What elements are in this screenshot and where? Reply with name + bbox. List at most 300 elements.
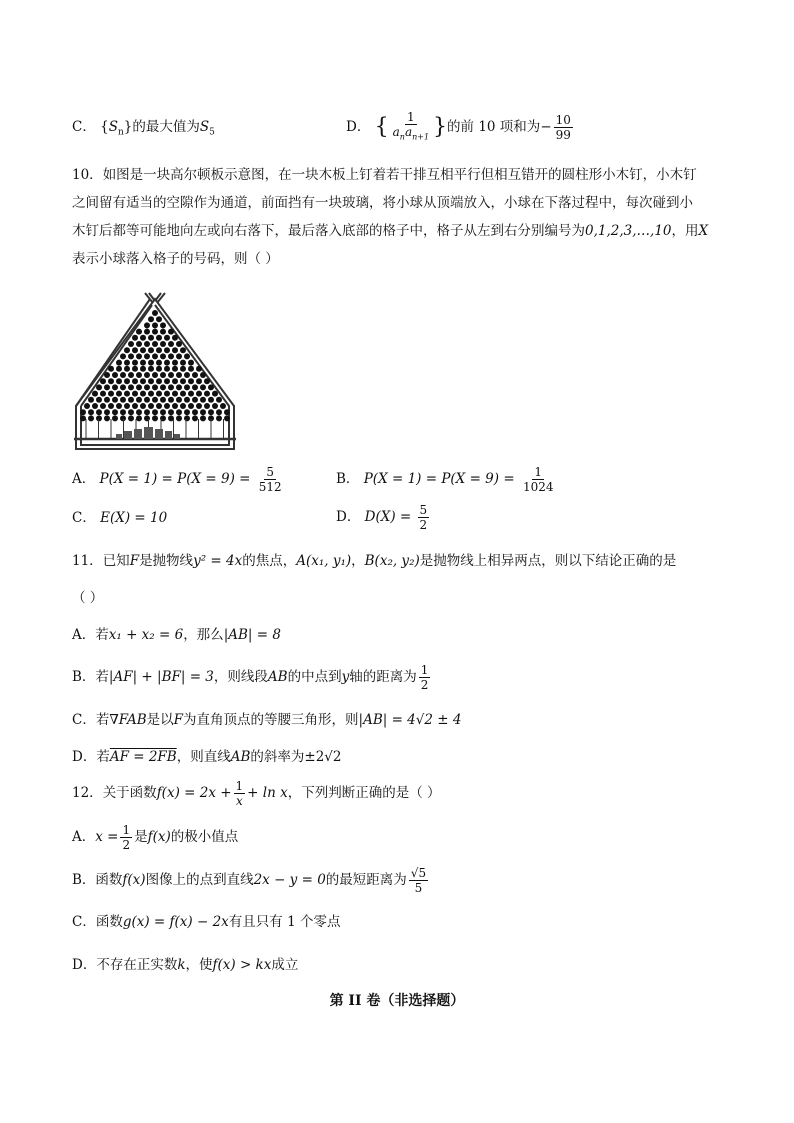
peg — [188, 366, 194, 372]
denominator: 1024 — [522, 480, 554, 494]
var-k: k — [177, 957, 186, 973]
denominator: 2 — [122, 838, 131, 852]
stem-text: 关于函数 — [102, 785, 157, 801]
peg — [136, 409, 142, 415]
function: f(x) — [147, 829, 171, 845]
text: 的最短距离为 — [325, 872, 407, 888]
question-number: 10． — [72, 167, 103, 183]
fraction — [409, 866, 428, 895]
peg — [128, 409, 134, 415]
peg — [172, 391, 178, 397]
peg — [200, 415, 206, 421]
peg — [112, 409, 118, 415]
denominator: 512 — [258, 480, 282, 494]
text: 函数 — [95, 914, 123, 930]
peg — [156, 378, 162, 384]
peg — [124, 403, 130, 409]
denominator: x — [235, 794, 243, 808]
peg — [160, 384, 166, 390]
peg — [192, 372, 198, 378]
peg — [196, 378, 202, 384]
peg — [112, 397, 118, 403]
text: 的最大值为 — [132, 119, 200, 135]
q10-line2: 之间留有适当的空隙作为通道，前面挡有一块玻璃，将小球从顶端放入，小球在下落过程中，每次碰到小 — [72, 195, 693, 211]
expression: P(X = 1) = P(X = 9) = — [363, 471, 515, 487]
peg — [148, 378, 154, 384]
peg — [144, 384, 150, 390]
peg — [144, 409, 150, 415]
option-label: D． — [72, 957, 97, 973]
peg — [196, 366, 202, 372]
peg — [204, 391, 210, 397]
q11-option-d — [72, 747, 341, 767]
peg — [220, 403, 226, 409]
q11-option-c — [72, 710, 461, 730]
peg — [140, 347, 146, 353]
peg — [128, 384, 134, 390]
peg — [156, 366, 162, 372]
vector-expression: AF = 2FB — [109, 749, 177, 765]
den-sub-n: n — [399, 132, 405, 142]
peg — [200, 409, 206, 415]
peg — [156, 316, 162, 322]
q11-paren: （ ） — [72, 590, 104, 606]
peg — [116, 403, 122, 409]
numerator: 10 — [555, 113, 571, 127]
peg — [124, 360, 130, 366]
option-label: D． — [72, 749, 97, 765]
denominator: 2 — [419, 518, 428, 532]
numerator: 1 — [122, 823, 131, 837]
peg — [156, 391, 162, 397]
expression: x₁ + x₂ = 6 — [108, 627, 184, 643]
q12-option-a — [72, 820, 238, 854]
peg — [176, 372, 182, 378]
function-expr: g(x) = f(x) − 2x — [122, 914, 229, 930]
peg — [140, 366, 146, 372]
peg — [100, 378, 106, 384]
q12-option-c — [72, 912, 340, 932]
var-s5: S — [199, 119, 210, 135]
peg — [100, 403, 106, 409]
peg — [104, 415, 110, 421]
peg — [168, 384, 174, 390]
stem-text: 是抛物线 — [139, 553, 194, 569]
peg — [104, 409, 110, 415]
peg — [80, 415, 86, 421]
option-label: C． — [72, 914, 96, 930]
peg — [140, 335, 146, 341]
peg — [172, 378, 178, 384]
peg — [196, 403, 202, 409]
peg — [208, 384, 214, 390]
var-f: F — [173, 712, 184, 728]
q11-stem — [72, 551, 676, 571]
option-label: D． — [346, 119, 371, 135]
peg — [88, 409, 94, 415]
q10-line1 — [72, 161, 722, 189]
peg — [196, 391, 202, 397]
triangle: ∇FAB — [109, 712, 147, 728]
denominator: 5 — [414, 881, 423, 895]
peg — [132, 403, 138, 409]
peg — [136, 384, 142, 390]
peg — [184, 415, 190, 421]
fraction — [554, 113, 573, 142]
function: f(x) — [122, 872, 146, 888]
text: 函数 — [95, 872, 123, 888]
peg — [164, 360, 170, 366]
parabola-eq: y² = 4x — [193, 553, 243, 569]
q9-option-d — [346, 110, 575, 145]
peg — [136, 415, 142, 421]
peg — [112, 372, 118, 378]
expression: |AB| = 8 — [223, 627, 281, 643]
numerator: 5 — [419, 503, 428, 517]
peg — [104, 397, 110, 403]
peg — [148, 360, 154, 366]
peg — [160, 372, 166, 378]
peg — [168, 397, 174, 403]
peg — [192, 409, 198, 415]
peg — [92, 403, 98, 409]
peg — [216, 415, 222, 421]
numerator: 5 — [266, 465, 275, 479]
peg — [108, 366, 114, 372]
peg — [116, 378, 122, 384]
text: ，那么 — [183, 627, 224, 643]
stem-text: ，用 — [671, 223, 699, 239]
peg — [172, 347, 178, 353]
peg — [96, 397, 102, 403]
peg — [112, 415, 118, 421]
peg — [180, 366, 186, 372]
stem-text: 的焦点， — [242, 553, 297, 569]
peg — [152, 310, 158, 316]
brace-right: } — [123, 119, 133, 135]
expression: E(X) = 10 — [100, 510, 168, 526]
var-s: S — [108, 119, 118, 135]
peg — [224, 415, 230, 421]
line-eq: 2x − y = 0 — [253, 872, 326, 888]
option-label: C． — [72, 119, 96, 135]
peg — [200, 372, 206, 378]
text: 是以 — [146, 712, 174, 728]
galton-board-figure — [72, 291, 238, 453]
inequality: f(x) > kx — [212, 957, 272, 973]
peg — [164, 403, 170, 409]
q10-option-a — [72, 462, 286, 496]
stem-text: 如图是一块高尔顿板示意图，在一块木板上钉着若干排互相平行但相互错开的圆柱形小木钉，小木钉 — [102, 167, 697, 183]
peg — [176, 415, 182, 421]
den-a2: a — [404, 125, 413, 140]
fraction — [257, 465, 284, 494]
peg — [188, 403, 194, 409]
peg — [144, 329, 150, 335]
stem-text: 木钉后都等可能地向左或向右落下，最后落入底部的格子中，格子从左到右分别编号为 — [72, 223, 585, 239]
section-title: 第 II 卷（非选择题） — [329, 993, 465, 1009]
peg — [208, 409, 214, 415]
peg — [156, 347, 162, 353]
peg — [148, 403, 154, 409]
peg — [120, 384, 126, 390]
brace-right: } — [433, 114, 448, 140]
peg — [180, 347, 186, 353]
peg — [132, 391, 138, 397]
q10-line3 — [72, 217, 722, 245]
text: 成立 — [271, 957, 299, 973]
peg — [88, 397, 94, 403]
peg — [180, 378, 186, 384]
q12-stem — [72, 776, 441, 810]
peg — [176, 409, 182, 415]
option-label: A． — [72, 627, 96, 643]
stem-text: 已知 — [102, 553, 130, 569]
peg — [172, 403, 178, 409]
peg — [120, 353, 126, 359]
option-label: B． — [72, 669, 96, 685]
option-label: B． — [72, 872, 96, 888]
pegs — [80, 310, 230, 421]
fraction — [521, 465, 556, 494]
text: 若 — [95, 712, 110, 728]
text: 的极小值点 — [170, 829, 239, 845]
peg — [204, 403, 210, 409]
text: 若 — [95, 627, 109, 643]
option-label: A． — [72, 471, 96, 487]
expression: |AF| + |BF| = 3 — [108, 669, 214, 685]
var-x: X — [698, 223, 709, 239]
peg — [200, 397, 206, 403]
peg — [120, 409, 126, 415]
option-label: A． — [72, 829, 96, 845]
peg — [148, 335, 154, 341]
peg — [156, 360, 162, 366]
peg — [128, 372, 134, 378]
peg — [108, 391, 114, 397]
text: 的前 10 项和为 — [447, 119, 541, 135]
peg — [160, 329, 166, 335]
peg — [180, 403, 186, 409]
minus: − — [540, 119, 552, 135]
numerator: 1 — [420, 663, 429, 677]
peg — [92, 391, 98, 397]
peg — [188, 360, 194, 366]
expression: x = — [95, 829, 119, 845]
collected-balls — [116, 427, 180, 439]
peg — [152, 415, 158, 421]
peg — [140, 403, 146, 409]
q10-line4: 表示小球落入格子的号码，则（ ） — [72, 251, 279, 267]
peg — [160, 341, 166, 347]
fraction — [418, 503, 430, 532]
peg — [128, 353, 134, 359]
peg — [152, 329, 158, 335]
text: 是 — [134, 829, 148, 845]
peg — [144, 372, 150, 378]
fraction — [391, 110, 431, 144]
peg — [96, 384, 102, 390]
peg — [140, 360, 146, 366]
peg — [212, 403, 218, 409]
peg — [132, 360, 138, 366]
numerator: 1 — [534, 465, 543, 479]
var-f: F — [129, 553, 140, 569]
peg — [116, 391, 122, 397]
peg — [136, 372, 142, 378]
peg — [144, 322, 150, 328]
option-label: C． — [72, 510, 96, 526]
peg — [192, 415, 198, 421]
text: 的中点到 — [287, 669, 342, 685]
stem-text: 是抛物线上相异两点，则以下结论正确的是 — [419, 553, 677, 569]
peg — [124, 347, 130, 353]
peg — [224, 409, 230, 415]
peg — [148, 347, 154, 353]
brace-left: { — [374, 114, 389, 140]
text: 若 — [96, 749, 110, 765]
option-label: B． — [336, 471, 360, 487]
peg — [184, 384, 190, 390]
q9-option-c — [72, 117, 215, 143]
brace-left: { — [100, 119, 109, 135]
peg — [168, 372, 174, 378]
numerator: 1 — [407, 110, 415, 125]
peg — [184, 372, 190, 378]
peg — [164, 335, 170, 341]
den-a: a — [392, 125, 400, 140]
peg — [172, 335, 178, 341]
peg — [204, 378, 210, 384]
peg — [116, 366, 122, 372]
peg — [200, 384, 206, 390]
text: 若 — [95, 669, 109, 685]
option-label: C． — [72, 712, 96, 728]
option-label: D． — [336, 509, 361, 525]
peg — [164, 347, 170, 353]
peg — [128, 397, 134, 403]
peg — [112, 384, 118, 390]
expression: P(X = 1) = P(X = 9) = — [99, 471, 251, 487]
peg — [116, 360, 122, 366]
peg — [152, 409, 158, 415]
peg — [208, 397, 214, 403]
function-expr: + ln x — [247, 785, 288, 801]
peg — [80, 409, 86, 415]
peg — [172, 360, 178, 366]
question-number: 11． — [72, 553, 103, 569]
denominator — [391, 125, 431, 144]
peg — [120, 397, 126, 403]
function-expr: f(x) = 2x + — [156, 785, 232, 801]
q11-option-a — [72, 625, 281, 645]
peg — [132, 335, 138, 341]
q12-option-d — [72, 955, 298, 975]
peg — [108, 378, 114, 384]
peg — [216, 409, 222, 415]
peg — [96, 409, 102, 415]
peg — [120, 372, 126, 378]
text: ，使 — [185, 957, 213, 973]
peg — [136, 353, 142, 359]
q12-option-b — [72, 863, 430, 897]
peg — [180, 391, 186, 397]
peg — [160, 409, 166, 415]
point-b: B(x₂, y₂) — [364, 553, 420, 569]
peg — [168, 329, 174, 335]
peg — [156, 335, 162, 341]
question-number: 12． — [72, 785, 103, 801]
expression: |AB| = 4√2 ± 4 — [358, 712, 462, 728]
peg — [100, 391, 106, 397]
expression: D(X) = — [364, 509, 412, 525]
peg — [164, 378, 170, 384]
peg — [192, 384, 198, 390]
peg — [192, 397, 198, 403]
peg — [188, 378, 194, 384]
peg — [156, 403, 162, 409]
peg — [184, 353, 190, 359]
text: 为直角顶点的等腰三角形，则 — [183, 712, 359, 728]
peg — [132, 347, 138, 353]
peg — [152, 384, 158, 390]
denominator: 2 — [420, 678, 429, 692]
stem-text: ，下列判断正确的是（ ） — [287, 785, 441, 801]
peg — [176, 384, 182, 390]
slot-dividers — [86, 419, 224, 439]
peg — [136, 341, 142, 347]
peg — [148, 391, 154, 397]
q10-stem — [72, 161, 722, 273]
peg — [160, 397, 166, 403]
peg — [152, 397, 158, 403]
numerator: 1 — [235, 779, 244, 793]
peg — [140, 378, 146, 384]
sub-n: n — [117, 127, 124, 138]
peg — [104, 372, 110, 378]
var-y: y — [341, 669, 350, 685]
text: 的斜率为 — [250, 749, 305, 765]
peg — [84, 403, 90, 409]
q10-option-b — [336, 462, 557, 496]
peg — [144, 353, 150, 359]
fraction — [120, 823, 132, 852]
peg — [136, 397, 142, 403]
peg — [172, 366, 178, 372]
peg — [184, 409, 190, 415]
text: 有且只有 1 个零点 — [228, 914, 341, 930]
peg — [144, 341, 150, 347]
peg — [132, 366, 138, 372]
peg — [184, 397, 190, 403]
peg — [164, 366, 170, 372]
text: ，则线段 — [213, 669, 268, 685]
stem-numbers: 0,1,2,3,…,10 — [585, 223, 672, 239]
peg — [108, 403, 114, 409]
point-a: A(x₁, y₁) — [296, 553, 352, 569]
peg — [176, 341, 182, 347]
var-ab: AB — [267, 669, 288, 685]
peg — [188, 391, 194, 397]
peg — [160, 353, 166, 359]
numerator: √5 — [410, 866, 427, 880]
peg — [152, 353, 158, 359]
peg — [148, 366, 154, 372]
peg — [128, 341, 134, 347]
peg — [160, 322, 166, 328]
peg — [136, 329, 142, 335]
peg — [132, 378, 138, 384]
